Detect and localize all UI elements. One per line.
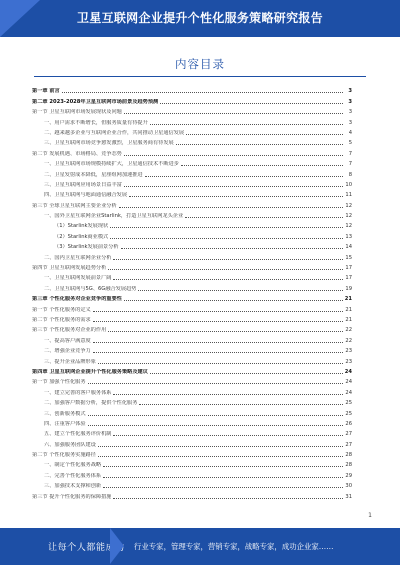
toc-entry-title: 三、提升企业品牌形象 [44, 358, 96, 365]
toc-entry[interactable] [32, 198, 352, 208]
toc-entry[interactable] [32, 271, 352, 281]
toc-entry[interactable] [32, 188, 352, 198]
toc-entry-title: 二、加强客户数据分析，提供个性化服务 [44, 400, 138, 407]
toc-dot-leader [124, 113, 343, 114]
toc-entry[interactable] [32, 136, 352, 146]
toc-entry-title: 一、卫星互联网发展前景广阔 [44, 275, 112, 282]
toc-dot-leader [138, 290, 343, 291]
toc-dot-leader [113, 279, 343, 280]
toc-entry[interactable] [32, 365, 352, 375]
toc-entry-title: 第四章 卫星互联网企业提升个性化服务策略及建议 [32, 368, 148, 375]
toc-dot-leader [88, 425, 343, 426]
toc-entry-page: 12 [345, 223, 352, 230]
toc-entry-title: 第三节 全球卫星互联网主要企业分析 [32, 202, 117, 209]
toc-entry[interactable] [32, 385, 352, 395]
toc-entry[interactable] [32, 115, 352, 125]
toc-entry[interactable] [32, 126, 352, 136]
toc-dot-leader [113, 259, 343, 260]
toc-entry-page: 24 [345, 389, 352, 396]
toc-entry-page: 27 [345, 441, 352, 448]
toc-entry-page: 27 [345, 431, 352, 438]
toc-entry-title: 第一节 个性化服务的定义 [32, 306, 91, 313]
toc-entry-page: 22 [345, 337, 352, 344]
toc-entry-page: 7 [348, 161, 352, 168]
toc-entry[interactable] [32, 281, 352, 291]
toc-dot-leader [186, 134, 343, 135]
toc-dot-leader [113, 435, 343, 436]
toc-entry[interactable] [32, 292, 352, 302]
toc-entry-page: 22 [345, 327, 352, 334]
toc-entry-title: 第三节 个性化服务对企业的作用 [32, 327, 107, 334]
toc-entry-title: 一、提高客户满意度 [44, 337, 91, 344]
toc-entry-page: 31 [345, 493, 352, 500]
toc-entry-page: 3 [348, 109, 352, 116]
toc-entry[interactable] [32, 354, 352, 364]
toc-entry-page: 26 [345, 420, 352, 427]
toc-dot-leader [160, 103, 343, 104]
toc-entry-title: 四、注重客户体验 [44, 420, 86, 427]
toc-entry-page: 14 [345, 244, 352, 251]
toc-entry-title: 第二章 2023-2028年卫星互联网市场前景及趋势预测 [32, 98, 159, 105]
toc-entry[interactable] [32, 261, 352, 271]
toc-entry[interactable] [32, 333, 352, 343]
table-of-contents [32, 84, 352, 500]
toc-dot-leader [93, 311, 343, 312]
toc-divider [34, 76, 366, 77]
toc-dot-leader [103, 487, 343, 488]
toc-dot-leader [145, 176, 343, 177]
toc-entry-title: 一、制定个性化服务战略 [44, 462, 102, 469]
toc-dot-leader [98, 446, 343, 447]
toc-entry-page: 12 [345, 213, 352, 220]
toc-entry-page: 24 [345, 379, 352, 386]
toc-entry-title: （2）Starlink商业模式 [54, 233, 109, 240]
toc-entry-title: 第一节 加强个性化服务 [32, 379, 86, 386]
toc-dot-leader [62, 92, 343, 93]
toc-entry-title: （1）Starlink发展现状 [54, 223, 109, 230]
toc-entry-title: 二、越来越多企业与互联网企业合作，共同推动卫星通信发展 [44, 129, 185, 136]
toc-entry[interactable] [32, 313, 352, 323]
toc-entry-page: 21 [345, 306, 352, 313]
toc-entry-page: 5 [348, 140, 352, 147]
toc-entry[interactable] [32, 396, 352, 406]
toc-entry[interactable] [32, 323, 352, 333]
toc-entry-page: 23 [345, 348, 352, 355]
toc-entry-page: 28 [345, 462, 352, 469]
toc-entry[interactable] [32, 406, 352, 416]
toc-dot-leader [124, 300, 343, 301]
toc-entry-title: 第二节 发展机遇、市场格局、竞争态势 [32, 150, 122, 157]
toc-entry-page: 25 [345, 400, 352, 407]
footer-slogan: 让每个人都能成为 [48, 543, 125, 553]
toc-dot-leader [88, 415, 343, 416]
toc-entry[interactable] [32, 84, 352, 94]
toc-entry-page: 11 [345, 192, 352, 199]
page-number: 1 [368, 512, 372, 519]
toc-entry[interactable] [32, 146, 352, 156]
toc-entry[interactable] [32, 458, 352, 468]
toc-entry[interactable] [32, 250, 352, 260]
toc-entry-title: 五、建立个性化服务评价机制 [44, 431, 112, 438]
toc-entry[interactable] [32, 105, 352, 115]
toc-entry[interactable] [32, 417, 352, 427]
toc-dot-leader [103, 466, 343, 467]
toc-entry-title: 三、创新服务模式 [44, 410, 86, 417]
toc-dot-leader [150, 124, 343, 125]
toc-entry[interactable] [32, 240, 352, 250]
toc-entry-title: 二、卫星发射成本降低，星座组网加速推进 [44, 171, 143, 178]
toc-dot-leader [93, 352, 343, 353]
toc-entry-page: 12 [345, 202, 352, 209]
toc-dot-leader [124, 186, 343, 187]
toc-entry[interactable] [32, 375, 352, 385]
toc-entry-page: 4 [348, 129, 352, 136]
footer-tagline: 行业专家，管理专家，营销专家，战略专家，成功企业家…… [134, 542, 334, 551]
toc-dot-leader [185, 217, 343, 218]
toc-dot-leader [119, 207, 343, 208]
toc-entry-title: （3）Starlink发展前景分析 [54, 244, 119, 251]
toc-entry-title: 二、增强企业竞争力 [44, 348, 91, 355]
toc-entry-title: 二、卫星互联网与5G、6G融合发展趋势 [44, 285, 137, 292]
toc-entry-page: 21 [345, 316, 352, 323]
toc-dot-leader [88, 383, 343, 384]
toc-entry[interactable] [32, 344, 352, 354]
toc-entry[interactable] [32, 302, 352, 312]
toc-dot-leader [139, 404, 343, 405]
toc-entry-title: 六、加强服务团队建设 [44, 441, 96, 448]
toc-entry[interactable] [32, 209, 352, 219]
toc-entry[interactable] [32, 479, 352, 489]
toc-entry-page: 25 [345, 410, 352, 417]
toc-entry-page: 21 [344, 296, 352, 303]
toc-entry-title: 三、卫星互联网市场竞争愈发激烈，卫星服务商有待发展 [44, 140, 174, 147]
toc-entry-page: 7 [348, 150, 352, 157]
toc-entry[interactable] [32, 167, 352, 177]
toc-entry[interactable] [32, 157, 352, 167]
toc-entry-title: 第三章 个性化服务对企业竞争的重要性 [32, 296, 122, 303]
toc-entry-title: 四、卫星互联网与地面通信融合发展 [44, 192, 128, 199]
toc-entry[interactable] [32, 229, 352, 239]
toc-entry-title: 第二节 个性化服务实施路径 [32, 452, 96, 459]
toc-entry-page: 30 [345, 483, 352, 490]
toc-entry-page: 3 [348, 88, 352, 95]
toc-heading: 内容目录 [175, 57, 225, 71]
toc-entry-title: 一、国外卫星互联网企业Starlink，打造卫星互联网龙头企业 [44, 213, 184, 220]
toc-dot-leader [121, 248, 343, 249]
toc-dot-leader [150, 373, 343, 374]
toc-entry-page: 23 [345, 358, 352, 365]
toc-entry[interactable] [32, 427, 352, 437]
toc-entry-page: 8 [348, 171, 352, 178]
toc-entry[interactable] [32, 178, 352, 188]
toc-dot-leader [181, 165, 343, 166]
toc-entry-title: 二、完善个性化服务体系 [44, 472, 102, 479]
report-title: 卫星互联网企业提升个性化服务策略研究报告 [76, 11, 323, 25]
toc-dot-leader [113, 394, 343, 395]
toc-entry[interactable] [32, 448, 352, 458]
toc-dot-leader [108, 269, 343, 270]
toc-dot-leader [93, 342, 343, 343]
footer-banner [0, 528, 400, 565]
header-banner [0, 0, 400, 37]
toc-entry[interactable] [32, 468, 352, 478]
toc-entry-page: 29 [345, 472, 352, 479]
toc-dot-leader [98, 456, 343, 457]
toc-entry-page: 19 [345, 285, 352, 292]
toc-entry-page: 3 [348, 119, 352, 126]
toc-entry-page: 28 [345, 452, 352, 459]
toc-entry-title: 第一节 卫星互联网市场发展现状及问题 [32, 109, 122, 116]
toc-dot-leader [110, 238, 343, 239]
toc-dot-leader [124, 155, 343, 156]
toc-entry[interactable] [32, 219, 352, 229]
toc-entry-page: 17 [345, 275, 352, 282]
toc-dot-leader [98, 363, 343, 364]
toc-dot-leader [103, 477, 343, 478]
toc-entry-title: 一、用户需求不断增长，但服务质量有待提升 [44, 119, 148, 126]
toc-dot-leader [108, 331, 343, 332]
footer-arrow-shape [110, 528, 124, 564]
toc-dot-leader [93, 321, 343, 322]
toc-entry-page: 24 [344, 368, 352, 375]
toc-entry-title: 一、建立完善的客户服务体系 [44, 389, 112, 396]
toc-entry-page: 10 [345, 181, 352, 188]
toc-entry-page: 13 [345, 233, 352, 240]
toc-entry-title: 一、卫星互联网市场规模持续扩大，卫星通信技术不断进步 [44, 161, 179, 168]
toc-entry-title: 第四节 卫星互联网发展趋势分析 [32, 265, 107, 272]
toc-dot-leader [110, 227, 343, 228]
toc-entry[interactable] [32, 94, 352, 104]
toc-entry-title: 第三节 提升个性化服务的保障措施 [32, 493, 112, 500]
toc-entry-title: 第二节 个性化服务的需求 [32, 316, 91, 323]
toc-entry-page: 17 [345, 265, 352, 272]
toc-entry-page: 3 [348, 98, 352, 105]
toc-dot-leader [129, 196, 343, 197]
toc-dot-leader [113, 498, 343, 499]
toc-dot-leader [176, 144, 343, 145]
toc-entry-title: 三、加强技术支撑和创新 [44, 483, 102, 490]
toc-entry-title: 三、卫星互联网应用场景日益丰富 [44, 181, 122, 188]
toc-entry-page: 15 [345, 254, 352, 261]
toc-entry-title: 第一章 前言 [32, 88, 60, 95]
toc-entry[interactable] [32, 437, 352, 447]
toc-entry[interactable] [32, 489, 352, 499]
toc-entry-title: 二、国内卫星互联网企业分析 [44, 254, 112, 261]
